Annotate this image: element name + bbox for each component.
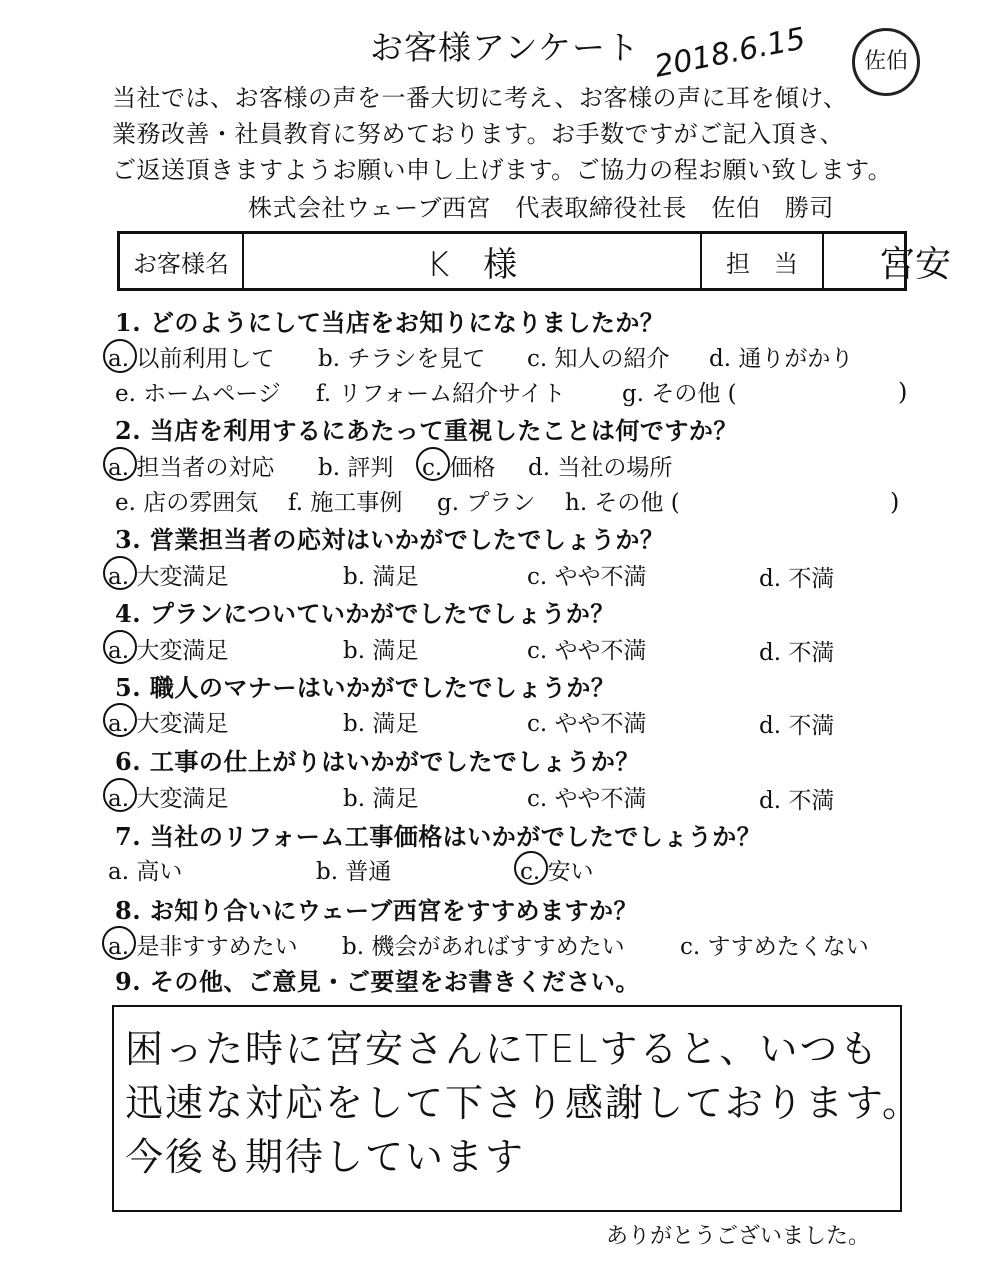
survey-title: お客様アンケート	[370, 28, 641, 67]
q4-option-c[interactable]: c. やや不満	[527, 638, 647, 664]
comment-line-2: 迅速な対応をして下さり感謝しております。	[125, 1081, 922, 1125]
q3-option-b[interactable]: b. 満足	[343, 564, 419, 590]
q1-option-g[interactable]: g. その他 (	[622, 381, 737, 407]
q2-selected-circle-a	[103, 447, 137, 481]
q2-option-h[interactable]: h. その他 (	[565, 490, 680, 516]
q5-selected-circle-a	[103, 703, 137, 737]
q3-option-c[interactable]: c. やや不満	[527, 564, 647, 590]
q2-option-f[interactable]: f. 施工事例	[288, 490, 403, 516]
question-5: 5. 職人のマナーはいかがでしたでしょうか？	[115, 673, 616, 702]
q1-paren-close: )	[898, 378, 908, 406]
question-8: 8. お知り合いにウェーブ西宮をすすめますか？	[115, 896, 638, 925]
q3-selected-circle-a	[103, 556, 137, 590]
q8-option-a[interactable]: a. 是非すすめたい	[108, 934, 298, 960]
question-4: 4. プランについていかがでしたでしょうか？	[115, 599, 615, 628]
q8-option-b[interactable]: b. 機会があればすすめたい	[342, 934, 625, 960]
q5-option-c[interactable]: c. やや不満	[527, 711, 647, 737]
q6-option-d[interactable]: d. 不満	[759, 788, 835, 814]
customer-info-table	[117, 231, 951, 291]
q1-option-e[interactable]: e. ホームページ	[115, 381, 281, 407]
q6-option-a[interactable]: a. 大変満足	[108, 786, 229, 812]
q2-selected-circle-c	[416, 447, 450, 481]
intro-line-3: ご返送頂きますようお願い申し上げます。ご協力の程お願い致します。	[112, 156, 893, 184]
q2-option-c[interactable]: c. 価格	[422, 455, 496, 481]
q6-selected-circle-a	[103, 778, 137, 812]
q4-selected-circle-a	[103, 630, 137, 664]
q3-option-a[interactable]: a. 大変満足	[108, 564, 229, 590]
q1-option-d[interactable]: d. 通りがかり	[709, 346, 854, 372]
question-1: 1. どのようにして当店をお知りになりましたか？	[115, 308, 665, 337]
q1-option-b[interactable]: b. チラシを見て	[318, 346, 486, 372]
q2-option-d[interactable]: d. 当社の場所	[528, 455, 673, 481]
q2-option-b[interactable]: b. 評判	[318, 455, 394, 481]
q2-option-g[interactable]: g. プラン	[437, 490, 536, 516]
question-9: 9. その他、ご意見・ご要望をお書きください。	[115, 967, 640, 996]
q7-option-a[interactable]: a. 高い	[108, 859, 183, 885]
intro-line-2: 業務改善・社員教育に努めております。お手数ですがご記入頂き、	[112, 120, 845, 148]
q8-option-c[interactable]: c. すすめたくない	[680, 934, 869, 960]
q7-option-b[interactable]: b. 普通	[316, 859, 392, 885]
q1-option-c[interactable]: c. 知人の紹介	[527, 346, 670, 372]
q8-selected-circle-a	[102, 926, 136, 960]
staff-label: 担 当	[702, 234, 824, 288]
customer-name-label: お客様名	[120, 234, 244, 288]
intro-line-1: 当社では、お客様の声を一番大切に考え、お客様の声に耳を傾け、	[112, 84, 848, 112]
question-7: 7. 当社のリフォーム工事価格はいかがでしたでしょうか？	[115, 822, 762, 851]
q2-option-a[interactable]: a. 担当者の対応	[108, 455, 275, 481]
q5-option-b[interactable]: b. 満足	[343, 711, 419, 737]
q7-option-c[interactable]: c. 安い	[520, 859, 594, 885]
question-2: 2. 当店を利用するにあたって重視したことは何ですか？	[115, 416, 738, 445]
q2-option-e[interactable]: e. 店の雰囲気	[115, 490, 259, 516]
company-line: 株式会社ウェーブ西宮 代表取締役社長 佐伯 勝司	[248, 194, 834, 222]
q5-option-d[interactable]: d. 不満	[759, 713, 835, 739]
staff-value: 宮安	[878, 243, 951, 285]
q6-option-c[interactable]: c. やや不満	[527, 786, 647, 812]
q6-option-b[interactable]: b. 満足	[343, 786, 419, 812]
question-3: 3. 営業担当者の応対はいかがでしたでしょうか？	[115, 525, 665, 554]
thanks-text: ありがとうございました。	[606, 1224, 871, 1249]
comment-line-1: 困った時に宮安さんにTELすると、いつも	[125, 1027, 880, 1071]
q4-option-d[interactable]: d. 不満	[759, 640, 835, 666]
q4-option-a[interactable]: a. 大変満足	[108, 638, 229, 664]
q3-option-d[interactable]: d. 不満	[759, 566, 835, 592]
q7-selected-circle-c	[514, 851, 548, 885]
q1-option-a[interactable]: a. 以前利用して	[108, 346, 275, 372]
q4-option-b[interactable]: b. 満足	[343, 638, 419, 664]
handwritten-date: 2018.6.15	[651, 21, 809, 85]
seal-stamp: 佐伯	[852, 28, 920, 96]
q2-paren-close: )	[890, 488, 900, 516]
q1-selected-circle-a	[103, 339, 137, 373]
comment-line-3: 今後も期待しています	[125, 1135, 526, 1179]
q1-option-f[interactable]: f. リフォーム紹介サイト	[316, 381, 566, 407]
customer-name-value: K 様	[244, 234, 702, 288]
q5-option-a[interactable]: a. 大変満足	[108, 711, 229, 737]
question-6: 6. 工事の仕上がりはいかがでしたでしょうか？	[115, 747, 640, 776]
